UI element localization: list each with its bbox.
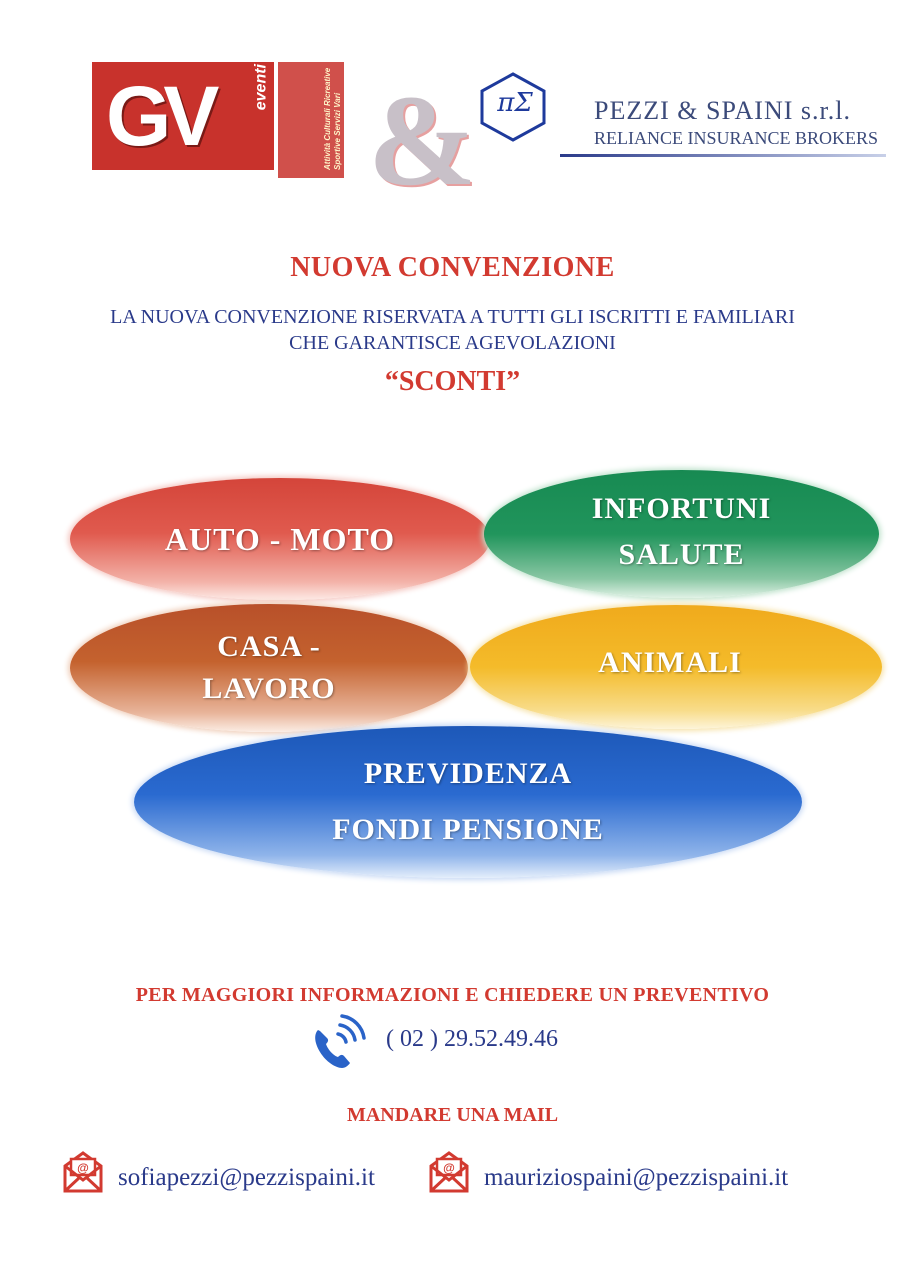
gv-logo-eventi: eventi bbox=[252, 64, 269, 111]
category-infortuni-label: INFORTUNI bbox=[591, 492, 772, 525]
ampersand-logo: & bbox=[368, 69, 477, 213]
subtitle-line-1: LA NUOVA CONVENZIONE RISERVATA A TUTTI GLI ISCRITTI E FAMILIARI bbox=[110, 306, 795, 328]
pezzi-spaini-logo bbox=[478, 66, 560, 150]
envelope-icon bbox=[62, 1150, 104, 1194]
company-tagline: RELIANCE INSURANCE BROKERS bbox=[594, 128, 879, 148]
email-link-maurizio[interactable]: mauriziospaini@pezzispaini.it bbox=[484, 1164, 789, 1191]
category-previdenza-fondi-pensione bbox=[134, 726, 802, 878]
phone-icon bbox=[304, 1012, 366, 1074]
svg-text:@: @ bbox=[443, 1161, 455, 1175]
category-casa-label: CASA - bbox=[217, 630, 321, 663]
category-lavoro-label: LAVORO bbox=[202, 672, 336, 705]
gv-logo-block bbox=[92, 62, 274, 170]
gv-logo-side-band bbox=[278, 62, 344, 178]
svg-text:@: @ bbox=[77, 1161, 89, 1175]
page-title: NUOVA CONVENZIONE bbox=[290, 252, 615, 283]
gv-eventi-logo bbox=[92, 62, 344, 178]
email-link-sofia[interactable]: sofiapezzi@pezzispaini.it bbox=[118, 1164, 375, 1191]
category-infortuni-salute bbox=[484, 470, 879, 598]
sconti-highlight: “SCONTI” bbox=[384, 366, 521, 397]
info-heading: PER MAGGIORI INFORMAZIONI E CHIEDERE UN PREVENTIVO bbox=[135, 984, 770, 1006]
subtitle-line-2: CHE GARANTISCE AGEVOLAZIONI bbox=[289, 332, 616, 354]
category-previdenza-label: PREVIDENZA bbox=[363, 757, 573, 790]
category-salute-label: SALUTE bbox=[618, 538, 745, 571]
gv-logo-letters: GV bbox=[106, 69, 212, 163]
category-auto-moto bbox=[70, 478, 490, 600]
company-underline bbox=[560, 154, 886, 157]
phone-number[interactable]: ( 02 ) 29.52.49.46 bbox=[386, 1026, 558, 1052]
mail-heading: MANDARE UNA MAIL bbox=[346, 1104, 559, 1126]
company-name-block bbox=[594, 96, 894, 149]
category-animali-label: ANIMALI bbox=[598, 646, 742, 679]
company-name: PEZZI & SPAINI s.r.l. bbox=[594, 96, 851, 125]
category-animali bbox=[470, 605, 882, 729]
category-fondi-pensione-label: FONDI PENSIONE bbox=[332, 813, 604, 846]
category-auto-moto-label: AUTO - MOTO bbox=[164, 520, 396, 557]
envelope-icon bbox=[428, 1150, 470, 1194]
category-casa-lavoro bbox=[70, 604, 468, 732]
gv-logo-tagline: Attività Culturali Ricreative Sportive Servizi Vari bbox=[323, 67, 342, 170]
pezzi-spaini-symbol: πΣ bbox=[497, 88, 533, 118]
